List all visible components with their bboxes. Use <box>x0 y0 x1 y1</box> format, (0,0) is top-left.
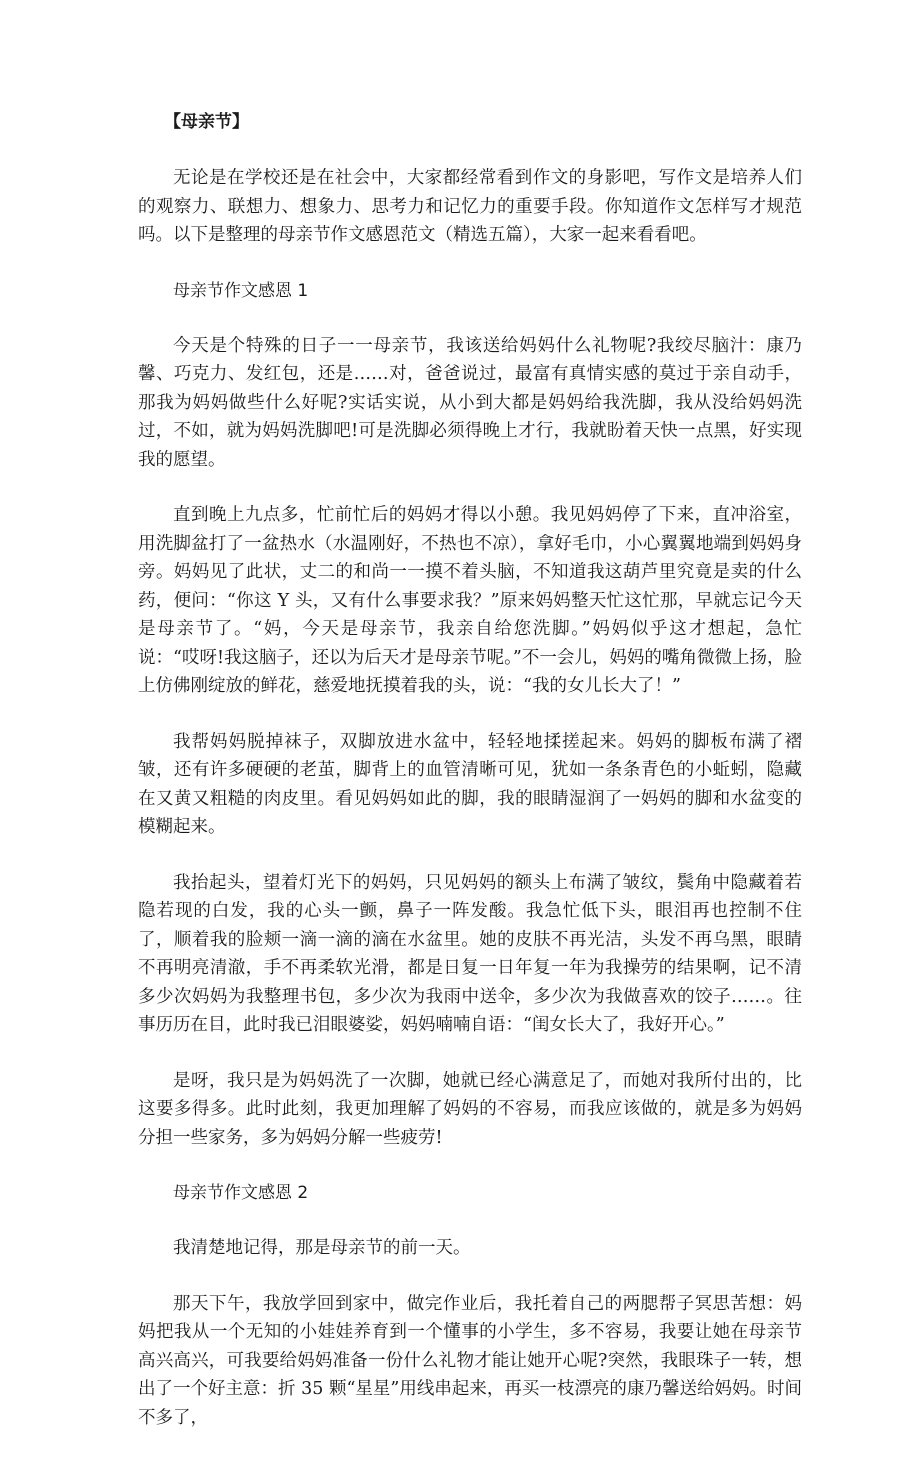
body-paragraph: 那天下午，我放学回到家中，做完作业后，我托着自己的两腮帮子冥思苦想：妈妈把我从一个无知的小娃娃养育到一个懂事的小学生，多不容易，我要让她在母亲节高兴高兴，可我要给妈妈准备一份什么礼物才能让她开心呢?突然，我眼珠子一转，想出了一个好主意：折 35 颗“星星”用线串起来，再买一枝漂亮的康乃馨送给妈妈。时间不多了， <box>138 1293 802 1428</box>
document-title: 【母亲节】 <box>164 112 249 132</box>
section-1 <box>138 277 802 1153</box>
body-paragraph: 我抬起头，望着灯光下的妈妈，只见妈妈的额头上布满了皱纹，鬓角中隐藏着若隐若现的白发，我的心头一颤，鼻子一阵发酸。我急忙低下头，眼泪再也控制不住了，顺着我的脸颊一滴一滴的滴在水盆里。她的皮肤不再光洁，头发不再乌黑，眼睛不再明亮清澈，手不再柔软光滑，都是日复一日年复一年为我操劳的结果啊，记不清多少次妈妈为我整理书包，多少次为我雨中送伞，多少次为我做喜欢的饺子……。往事历历在目，此时我已泪眼婆娑，妈妈喃喃自语：“闺女长大了，我好开心。” <box>138 872 802 1035</box>
body-paragraph: 是呀，我只是为妈妈洗了一次脚，她就已经心满意足了，而她对我所付出的，比这要多得多。此时此刻，我更加理解了妈妈的不容易，而我应该做的，就是多为妈妈分担一些家务，多为妈妈分解一些疲劳! <box>138 1070 802 1148</box>
intro-paragraph: 无论是在学校还是在社会中，大家都经常看到作文的身影吧，写作文是培养人们的观察力、联想力、想象力、思考力和记忆力的重要手段。你知道作文怎样写才规范吗。以下是整理的母亲节作文感恩范文（精选五篇），大家一起来看看吧。 <box>138 168 802 245</box>
document-page <box>138 104 802 1459</box>
section-heading: 母亲节作文感恩 1 <box>173 280 309 301</box>
section-2 <box>138 1179 802 1432</box>
body-paragraph: 今天是个特殊的日子一一母亲节，我该送给妈妈什么礼物呢?我绞尽脑汁：康乃馨、巧克力、发红包，还是……对，爸爸说过，最富有真情实感的莫过于亲自动手，那我为妈妈做些什么好呢?实话实说，从小到大都是妈妈给我洗脚，我从没给妈妈洗过，不如，就为妈妈洗脚吧!可是洗脚必须得晚上才行，我就盼着天快一点黑，好实现我的愿望。 <box>138 335 802 470</box>
body-paragraph: 我清楚地记得，那是母亲节的前一天。 <box>173 1238 471 1258</box>
body-paragraph: 直到晚上九点多，忙前忙后的妈妈才得以小憩。我见妈妈停了下来，直冲浴室，用洗脚盆打了一盆热水（水温刚好，不热也不凉），拿好毛巾，小心翼翼地端到妈妈身旁。妈妈见了此状，丈二的和尚一一摸不着头脑，不知道我这葫芦里究竟是卖的什么药，便问：“你这 Y 头，又有什么事要求我？”原来妈妈整天忙这忙那，早就忘记今天是母亲节了。“妈，今天是母亲节，我亲自给您洗脚。”妈妈似乎这才想起，急忙说：“哎呀!我这脑子，还以为后天才是母亲节呢。”不一会儿，妈妈的嘴角微微上扬，脸上仿佛刚绽放的鲜花，慈爱地抚摸着我的头，说：“我的女儿长大了！” <box>138 505 802 696</box>
body-paragraph: 我帮妈妈脱掉袜子，双脚放进水盆中，轻轻地揉搓起来。妈妈的脚板布满了褶皱，还有许多硬硬的老茧，脚背上的血管清晰可见，犹如一条条青色的小蚯蚓，隐藏在又黄又粗糙的肉皮里。看见妈妈如此的脚，我的眼睛湿润了一妈妈的脚和水盆变的模糊起来。 <box>138 731 802 837</box>
section-heading: 母亲节作文感恩 2 <box>173 1183 309 1203</box>
